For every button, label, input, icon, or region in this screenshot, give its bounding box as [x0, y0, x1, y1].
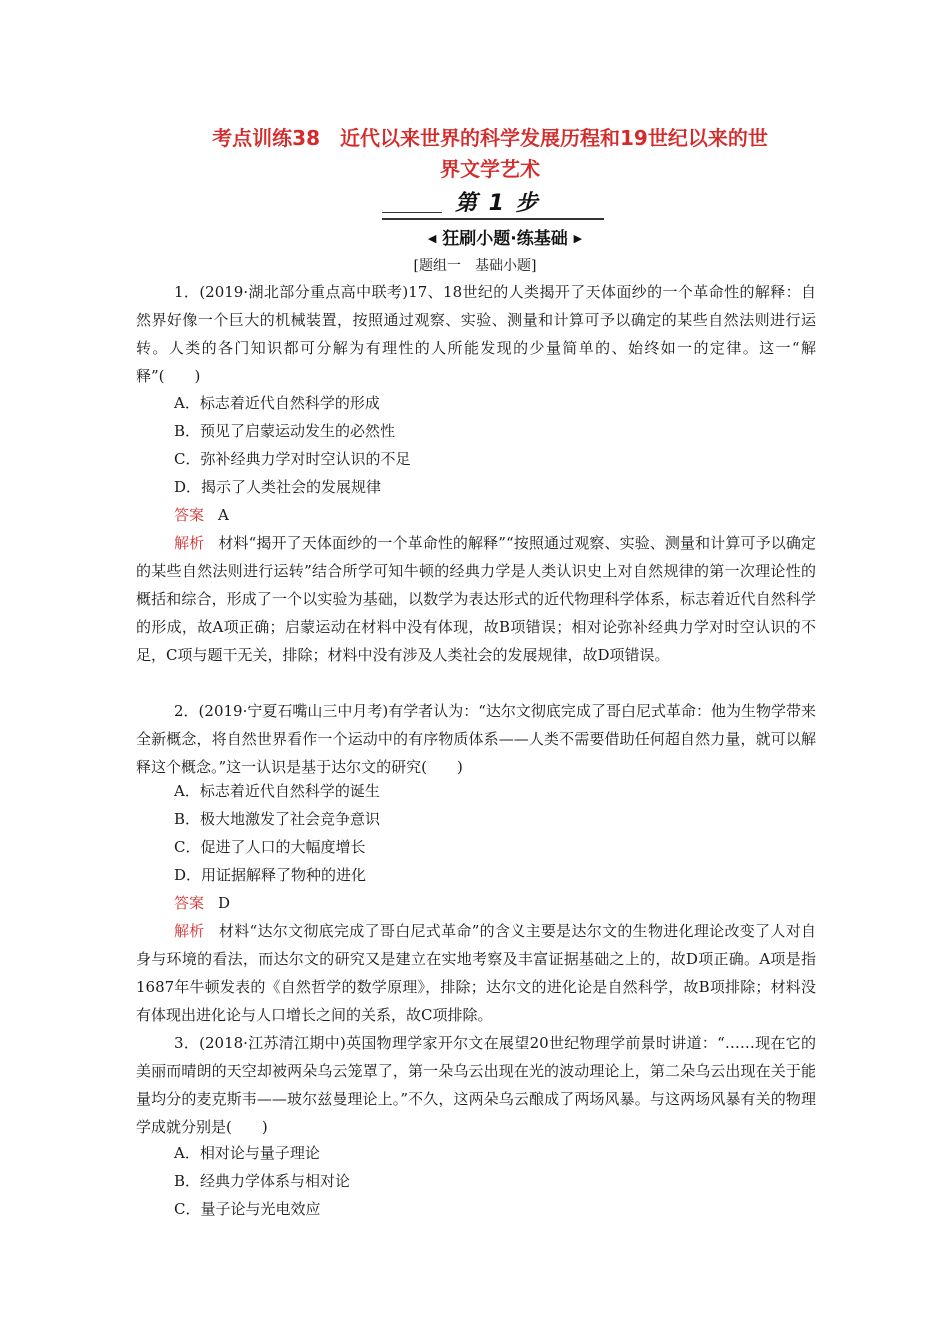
- question-2-option-a: A．标志着近代自然科学的诞生: [174, 782, 380, 800]
- question-3-option-a: A．相对论与量子理论: [174, 1144, 320, 1162]
- right-triangle-icon: ▶: [573, 232, 583, 245]
- left-triangle-icon: ◀: [427, 232, 437, 245]
- step-accent-line: [382, 212, 442, 213]
- question-1-option-d: D．揭示了人类社会的发展规律: [174, 478, 382, 496]
- answer-label: 答案: [174, 894, 205, 912]
- question-3-option-c: C．量子论与光电效应: [174, 1200, 321, 1218]
- question-3-option-b: B．经典力学体系与相对论: [174, 1172, 351, 1190]
- question-2-answer: [174, 889, 230, 917]
- analysis-text: 材料“达尔文彻底完成了哥白尼式革命”的含义主要是达尔文的生物进化理论改变了人对自身与环境的看法，而达尔文的研究又是建立在实地考察及丰富证据基础之上的，故D项正确。A项是指1687年牛顿发表的《自然哲学的数学原理》，排除；达尔文的进化论是自然科学，故B项排除；材料没有体现出进化论与人口增长之间的关系，故C项排除。: [136, 922, 816, 1024]
- document-title-line2: 界文学艺术: [440, 157, 540, 181]
- document-title-line1: 考点训练38 近代以来世界的科学发展历程和19世纪以来的世: [212, 126, 768, 150]
- question-3-stem: 3．(2018·江苏清江期中)英国物理学家开尔文在展望20世纪物理学前景时讲道：“……现在它的美丽而晴朗的天空却被两朵乌云笼罩了，第一朵乌云出现在光的波动理论上，第二朵乌云出现在关于能量均分的麦克斯韦——玻尔兹曼理论上。”不久，这两朵乌云酿成了两场风暴。与这两场风暴有关的物理学成就分别是( ): [136, 1034, 816, 1136]
- question-2-analysis: [136, 917, 816, 1029]
- analysis-label: 解析: [174, 534, 205, 552]
- section-subtitle: [395, 226, 615, 252]
- step-banner: [345, 190, 605, 222]
- question-2-option-b: B．极大地激发了社会竞争意识: [174, 810, 381, 828]
- question-1-option-b: B．预见了启蒙运动发生的必然性: [174, 422, 396, 440]
- question-1-option-a: A．标志着近代自然科学的形成: [174, 394, 380, 412]
- question-2-option-d: D．用证据解释了物种的进化: [174, 866, 367, 884]
- analysis-text: 材料“揭开了天体面纱的一个革命性的解释”“按照通过观察、实验、测量和计算可予以确定的某些自然法则进行运转”结合所学可知牛顿的经典力学是人类认识史上对自然规律的第一次理论性的概括和综合，形成了一个以实验为基础，以数学为表达形式的近代物理科学体系，标志着近代自然科学的形成，故A项正确；启蒙运动在材料中没有体现，故B项错误；相对论弥补经典力学对时空认识的不足，C项与题干无关，排除；材料中没有涉及人类社会的发展规律，故D项错误。: [136, 534, 816, 664]
- answer-value: A: [218, 506, 229, 524]
- answer-value: D: [218, 894, 231, 912]
- step-underline: [382, 218, 604, 220]
- question-1-stem: 1．(2019·湖北部分重点高中联考)17、18世纪的人类揭开了天体面纱的一个革命性的解释：自然界好像一个巨大的机械装置，按照通过观察、实验、测量和计算可予以确定的某些自然法则进行运转。人类的各门知识都可分解为有理性的人所能发现的少量简单的、始终如一的定律。这一“解释”( ): [136, 283, 816, 385]
- answer-label: 答案: [174, 506, 205, 524]
- question-1-answer: [174, 501, 229, 529]
- question-1-analysis: [136, 529, 816, 669]
- analysis-label: 解析: [174, 922, 205, 940]
- question-2-option-c: C．促进了人口的大幅度增长: [174, 838, 366, 856]
- step-label: 第 1 步: [455, 191, 540, 216]
- question-group-label: [题组一 基础小题]: [413, 258, 537, 274]
- question-2-stem: 2．(2019·宁夏石嘴山三中月考)有学者认为：“达尔文彻底完成了哥白尼式革命：他为生物学带来全新概念，将自然世界看作一个运动中的有序物质体系——人类不需要借助任何超自然力量，就可以解释这个概念。”这一认识是基于达尔文的研究( ): [136, 702, 816, 776]
- section-subtitle-text: 狂刷小题·练基础: [442, 229, 568, 249]
- question-1-option-c: C．弥补经典力学对时空认识的不足: [174, 450, 411, 468]
